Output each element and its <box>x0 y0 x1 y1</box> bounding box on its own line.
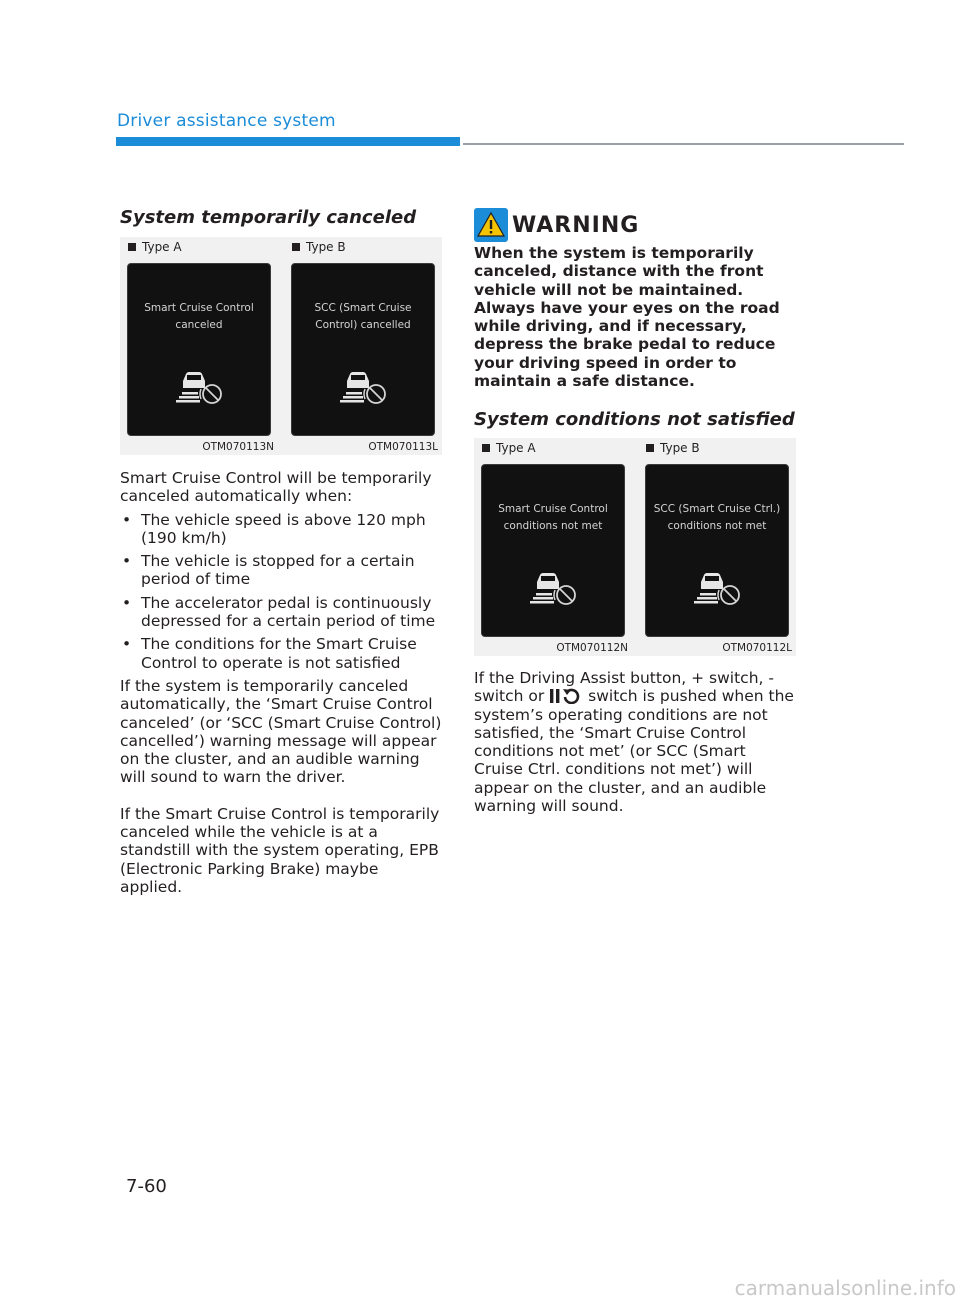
left-body <box>120 469 442 896</box>
cluster-screen <box>291 263 435 436</box>
cluster-screen <box>127 263 271 436</box>
list-item: • The vehicle is stopped for a certain period of time <box>120 552 442 589</box>
figure-code: OTM070112N <box>556 642 628 654</box>
warning-triangle-icon <box>474 208 508 242</box>
type-label: Type B <box>660 441 700 455</box>
cluster-screen <box>481 464 625 637</box>
watermark-site: carmanualsonline.info <box>734 1276 956 1300</box>
paragraph-after-icon: switch is pushed when the system’s operating conditions are not satisfied, the ‘Smart Cruise Control conditions not met’ (or SCC (Smart Cruise Ctrl. conditions not met’) will appear on the cluster, and an audible warning will sound. <box>474 687 794 816</box>
list-item: • The conditions for the Smart Cruise Control to operate is not satisfied <box>120 635 442 672</box>
square-bullet-icon <box>128 243 136 251</box>
figure-code: OTM070113L <box>368 441 438 453</box>
cluster-message: SCC (Smart Cruise Control) cancelled <box>314 302 412 331</box>
list-item: • The vehicle speed is above 120 mph (190 km/h) <box>120 511 442 548</box>
figure-canceled <box>120 237 442 455</box>
type-label: Type A <box>496 441 536 455</box>
type-label: Type A <box>142 240 182 254</box>
type-label: Type B <box>306 240 346 254</box>
panel-type-a <box>120 237 282 455</box>
square-bullet-icon <box>292 243 300 251</box>
cluster-screen <box>645 464 789 637</box>
cluster-message: SCC (Smart Cruise Ctrl.) conditions not met <box>653 503 781 532</box>
scc-off-icon <box>528 565 578 605</box>
scc-off-icon <box>692 565 742 605</box>
header-divider <box>463 143 904 145</box>
paragraph-epb: If the Smart Cruise Control is temporarily canceled while the vehicle is at a standstill with the system operating, EPB (Electronic Parking Brake) maybe applied. <box>120 804 440 896</box>
panel-type-b <box>638 438 800 656</box>
scc-off-icon <box>338 364 388 404</box>
square-bullet-icon <box>482 444 490 452</box>
square-bullet-icon <box>646 444 654 452</box>
right-body <box>474 669 794 815</box>
figure-conditions-not-met <box>474 438 796 656</box>
figure-code: OTM070112L <box>722 642 792 654</box>
list-item: • The accelerator pedal is continuously depressed for a certain period of time <box>120 594 442 631</box>
intro-paragraph: Smart Cruise Control will be temporarily canceled automatically when: <box>120 469 432 506</box>
warning-word: WARNING <box>512 213 640 238</box>
scc-off-icon <box>174 364 224 404</box>
header-accent-bar <box>116 137 460 146</box>
cancel-conditions-list <box>120 511 442 672</box>
section-title: Driver assistance system <box>117 111 336 131</box>
paragraph-warning-message: If the system is temporarily canceled automatically, the ‘Smart Cruise Control canceled’ (or ‘SCC (Smart Cruise Control) cancelled’) warning message will appear on the cluster, and an audible warning will sound to warn the driver. <box>120 676 442 787</box>
page-number: 7-60 <box>126 1176 167 1197</box>
heading-temporarily-canceled: System temporarily canceled <box>120 207 417 228</box>
heading-conditions-not-satisfied: System conditions not satisfied <box>474 409 795 430</box>
figure-code: OTM070113N <box>202 441 274 453</box>
panel-type-b <box>284 237 446 455</box>
cluster-message: Smart Cruise Control canceled <box>144 302 254 331</box>
pause-resume-switch-icon <box>549 688 583 704</box>
paragraph-before-icon: If the Driving Assist button, + switch, - switch or <box>474 669 774 706</box>
cluster-message: Smart Cruise Control conditions not met <box>498 503 608 532</box>
warning-text: When the system is temporarily canceled, distance with the front vehicle will not be maintained. Always have your eyes on the road while driving, and if necessary, depress the brake pedal to reduce your driving speed in order to maintain a safe distance. <box>474 244 780 391</box>
panel-type-a <box>474 438 636 656</box>
